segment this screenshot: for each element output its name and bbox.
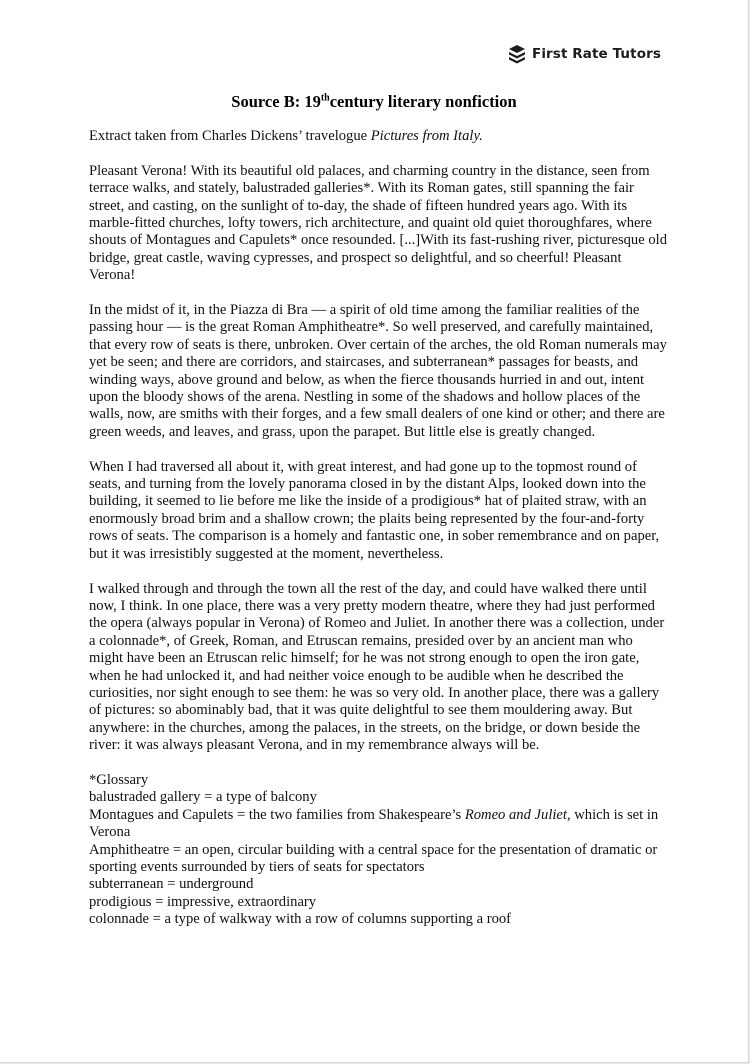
intro-line xyxy=(89,128,669,145)
glossary-entry-italic: Romeo and Juliet xyxy=(464,806,567,823)
paragraph-3: When I had traversed all about it, with great interest, and had gone up to the topmost round of seats, and turning from the lovely panorama closed in by the distant Alps, looked down into the building, it seemed to lie before me like the inside of a prodigious* hat of plaited straw, with an enormously broad brim and a shallow crown; the plaits being represented by the four-and-forty rows of seats. The comparison is a homely and fantastic one, in sober remembrance and on paper, but it was irresistibly suggested at the moment, nevertheless. xyxy=(89,458,660,562)
intro-book-title: Pictures from Italy. xyxy=(370,128,483,144)
layers-stack-icon xyxy=(508,44,526,64)
title-suffix: century literary nonfiction xyxy=(329,92,517,111)
glossary xyxy=(89,772,669,929)
title-superscript: th xyxy=(320,92,330,104)
glossary-entry: balustraded gallery = a type of balcony xyxy=(89,789,317,806)
title-prefix: Source B: 19 xyxy=(231,92,321,111)
glossary-entry: subterranean = underground xyxy=(89,876,254,893)
glossary-entry-text: Montagues and Capulets = the two families from Shakespeare’s xyxy=(89,806,465,823)
document-body xyxy=(89,128,669,929)
brand-logo xyxy=(508,44,661,64)
glossary-entry: Amphitheatre = an open, circular building with a central space for the presentation of dramatic or sporting events surrounded by tiers of seats for spectators xyxy=(89,841,658,875)
glossary-heading: *Glossary xyxy=(89,771,149,788)
paragraph-2: In the midst of it, in the Piazza di Bra — a spirit of old time among the familiar realities of the passing hour — is the great Roman Amphitheatre*. So well preserved, and carefully maintained, that every row of seats is there, unbroken. Over certain of the arches, the old Roman numerals may yet be seen; and there are corridors, and staircases, and subterranean* passages for beasts, and winding ways, above ground and below, as when the fierce thousands hurried in and out, intent upon the bloody shows of the arena. Nestling in some of the shadows and hollow places of the walls, now, are smiths with their forges, and a few small dealers of one kind or other; and there are green weeds, and leaves, and grass, upon the parapet. But little else is greatly changed. xyxy=(89,302,667,440)
page-title xyxy=(0,92,748,112)
brand-name: First Rate Tutors xyxy=(532,46,661,62)
glossary-entry: colonnade = a type of walkway with a row of columns supporting a roof xyxy=(89,911,512,928)
glossary-entry: prodigious = impressive, extraordinary xyxy=(89,893,317,910)
paragraph-1: Pleasant Verona! With its beautiful old palaces, and charming country in the distance, seen from terrace walks, and stately, balustraded galleries*. With its Roman gates, still spanning the fair street, and casting, on the sunlight of to-day, the shade of fifteen hundred years ago. With its marble-fitted churches, lofty towers, rich architecture, and quaint old quiet thoroughfares, where shouts of Montagues and Capulets* once resounded. [...]With its fast-rushing river, picturesque old bridge, great castle, waving cypresses, and prospect so delightful, and so cheerful! Pleasant Verona! xyxy=(89,162,667,284)
glossary-entry xyxy=(89,807,669,842)
glossary-entry-text: , which is set in Verona xyxy=(89,806,659,841)
paragraph-4: I walked through and through the town all the rest of the day, and could have walked there until now, I think. In one place, there was a very pretty modern theatre, where they had just performed the opera (always popular in Verona) of Romeo and Juliet. In another there was a collection, under a colonnade*, of Greek, Roman, and Etruscan remains, presided over by an ancient man who might have been an Etruscan relic himself; for he was not strong enough to open the iron gate, when he had unlocked it, and had neither voice enough to be audible when he described the curiosities, nor sight enough to see them: he was so very old. In another place, there was a gallery of pictures: so abominably bad, that it was quite delightful to see them mouldering away. But anywhere: in the churches, among the palaces, in the streets, on the bridge, or down beside the river: it was always pleasant Verona, and in my remembrance always will be. xyxy=(89,580,665,754)
intro-text: Extract taken from Charles Dickens’ travelogue xyxy=(89,128,371,144)
